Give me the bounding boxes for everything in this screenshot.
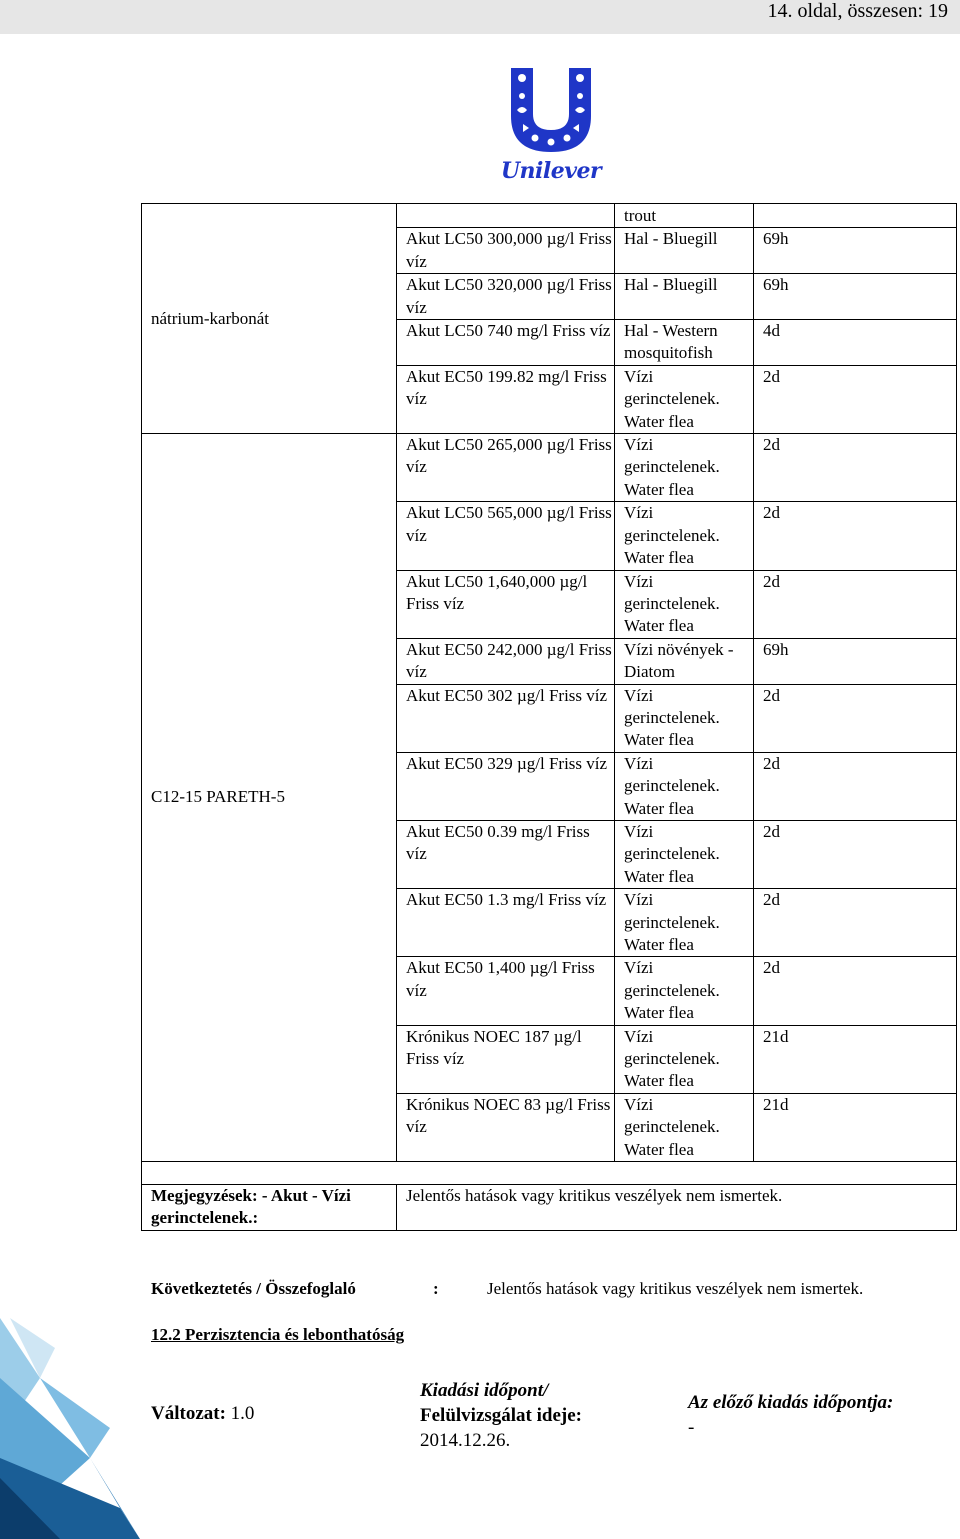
substance-cell xyxy=(142,204,397,434)
species-cell: Hal - Bluegill xyxy=(615,228,754,274)
logo-wordmark: Unilever xyxy=(500,158,602,184)
footer-issue-date xyxy=(420,1378,582,1453)
page-indicator: 14. oldal, összesen: 19 xyxy=(767,0,948,22)
species-cell: Vízi gerinctelenek. Water flea xyxy=(615,502,754,570)
conclusion-value: Jelentős hatások vagy kritikus veszélyek nem ismertek. xyxy=(487,1279,864,1298)
result-cell: Akut EC50 302 µg/l Friss víz xyxy=(397,684,615,752)
species-cell: Vízi gerinctelenek. Water flea xyxy=(615,752,754,820)
section-title: 12.2 Perzisztencia és lebonthatóság xyxy=(151,1325,405,1344)
species-cell: Vízi gerinctelenek. Water flea xyxy=(615,1025,754,1093)
issue-label-1: Kiadási időpont/ xyxy=(420,1380,549,1401)
result-cell: Akut LC50 565,000 µg/l Friss víz xyxy=(397,502,615,570)
result-cell: Akut EC50 1,400 µg/l Friss víz xyxy=(397,957,615,1025)
duration-cell: 2d xyxy=(754,365,957,433)
duration-cell: 21d xyxy=(754,1093,957,1161)
duration-cell: 2d xyxy=(754,502,957,570)
result-cell: Akut EC50 242,000 µg/l Friss víz xyxy=(397,638,615,684)
duration-cell: 4d xyxy=(754,320,957,366)
species-cell: Vízi gerinctelenek. Water flea xyxy=(615,570,754,638)
duration-cell: 21d xyxy=(754,1025,957,1093)
previous-issue-value: - xyxy=(688,1417,695,1438)
ecotoxicity-table xyxy=(141,203,957,1231)
substance-name: C12-15 PARETH-5 xyxy=(151,787,285,807)
result-cell: Akut LC50 320,000 µg/l Friss víz xyxy=(397,274,615,320)
notes-row xyxy=(142,1185,957,1231)
species-cell: Hal - Western mosquitofish xyxy=(615,320,754,366)
footer-previous-issue xyxy=(688,1390,893,1440)
conclusion-colon: : xyxy=(433,1279,439,1298)
result-cell: Akut EC50 329 µg/l Friss víz xyxy=(397,752,615,820)
species-cell: Vízi gerinctelenek. Water flea xyxy=(615,434,754,502)
duration-cell: 2d xyxy=(754,570,957,638)
species-cell: Vízi gerinctelenek. Water flea xyxy=(615,889,754,957)
result-cell: Krónikus NOEC 187 µg/l Friss víz xyxy=(397,1025,615,1093)
substance-name: nátrium-karbonát xyxy=(151,308,270,328)
notes-label: Megjegyzések: - Akut - Vízi gerinctelenek.: xyxy=(142,1185,397,1231)
result-cell: Krónikus NOEC 83 µg/l Friss víz xyxy=(397,1093,615,1161)
result-cell: Akut EC50 0.39 mg/l Friss víz xyxy=(397,820,615,888)
species-cell: Vízi gerinctelenek. Water flea xyxy=(615,1093,754,1161)
species-cell: Vízi gerinctelenek. Water flea xyxy=(615,684,754,752)
result-cell: Akut LC50 300,000 µg/l Friss víz xyxy=(397,228,615,274)
table-row xyxy=(142,434,957,502)
notes-value: Jelentős hatások vagy kritikus veszélyek nem ismertek. xyxy=(397,1185,957,1231)
table-cell xyxy=(754,204,957,228)
table-cell: trout xyxy=(615,204,754,228)
table-row xyxy=(142,204,957,228)
table-cell xyxy=(142,1162,957,1185)
footer-version xyxy=(151,1403,254,1425)
footer-decoration-icon xyxy=(0,1318,140,1539)
species-cell: Hal - Bluegill xyxy=(615,274,754,320)
issue-value: 2014.12.26. xyxy=(420,1430,511,1451)
species-cell: Vízi gerinctelenek. Water flea xyxy=(615,365,754,433)
result-cell: Akut EC50 1.3 mg/l Friss víz xyxy=(397,889,615,957)
result-cell: Akut LC50 1,640,000 µg/l Friss víz xyxy=(397,570,615,638)
conclusion-label: Következtetés / Összefoglaló xyxy=(151,1279,356,1298)
duration-cell: 2d xyxy=(754,434,957,502)
duration-cell: 2d xyxy=(754,820,957,888)
unilever-logo xyxy=(495,62,607,184)
duration-cell: 69h xyxy=(754,274,957,320)
result-cell: Akut LC50 740 mg/l Friss víz xyxy=(397,320,615,366)
species-cell: Vízi gerinctelenek. Water flea xyxy=(615,957,754,1025)
version-value: 1.0 xyxy=(230,1403,255,1424)
duration-cell: 2d xyxy=(754,957,957,1025)
duration-cell: 2d xyxy=(754,889,957,957)
duration-cell: 69h xyxy=(754,228,957,274)
unilever-u-icon xyxy=(495,62,607,158)
duration-cell: 2d xyxy=(754,752,957,820)
species-cell: Vízi gerinctelenek. Water flea xyxy=(615,820,754,888)
species-cell: Vízi növények - Diatom xyxy=(615,638,754,684)
duration-cell: 2d xyxy=(754,684,957,752)
version-label: Változat: xyxy=(151,1403,226,1424)
table-row xyxy=(142,1162,957,1185)
result-cell: Akut LC50 265,000 µg/l Friss víz xyxy=(397,434,615,502)
duration-cell: 69h xyxy=(754,638,957,684)
substance-cell xyxy=(142,434,397,1162)
result-cell: Akut EC50 199.82 mg/l Friss víz xyxy=(397,365,615,433)
issue-label-2: Felülvizsgálat ideje: xyxy=(420,1405,582,1426)
previous-issue-label: Az előző kiadás időpontja: xyxy=(688,1392,894,1413)
table-cell xyxy=(397,204,615,228)
page-header xyxy=(0,0,960,34)
